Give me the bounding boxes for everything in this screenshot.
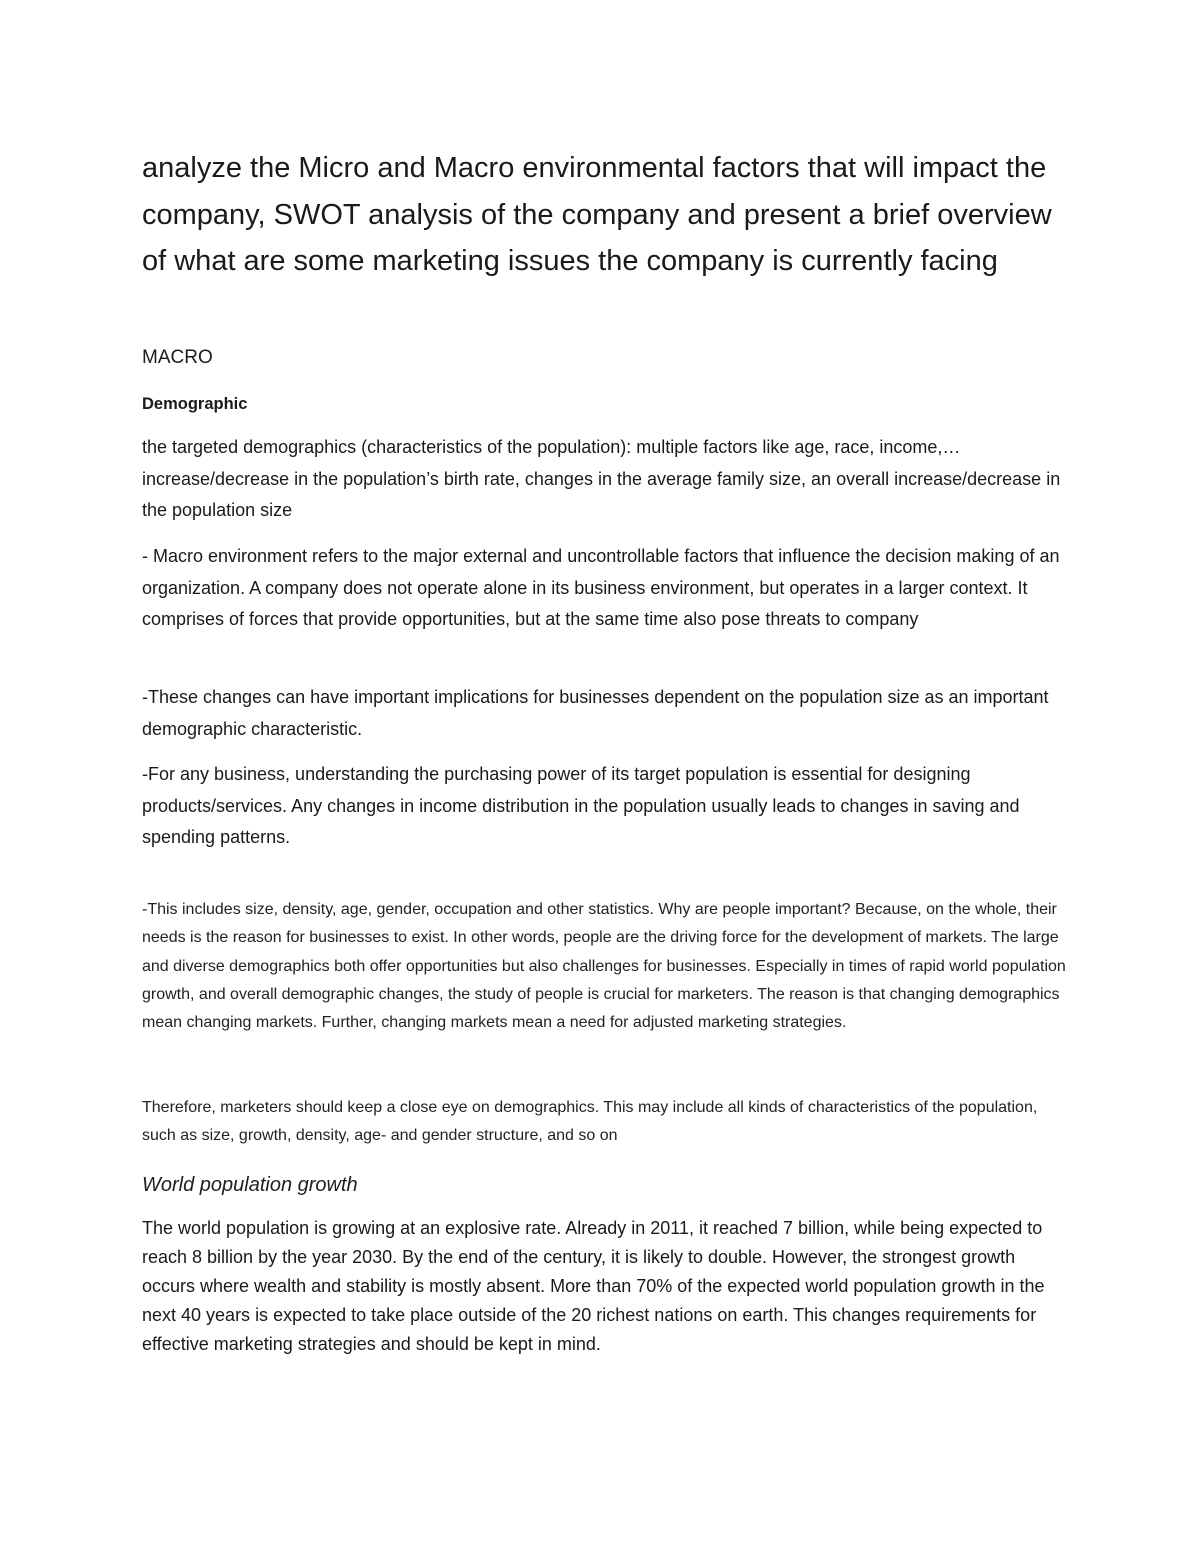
paragraph-world-population: The world population is growing at an explosive rate. Already in 2011, it reached 7 billion, while being expected to reach 8 billion by the year 2030. By the end of the century, it is likely to double. However, the strongest growth occurs where wealth and stability is mostly absent. More than 70% of the expected world population growth in the next 40 years is expected to take place outside of the 20 richest nations on earth. This changes requirements for effective marketing strategies and should be kept in mind.	[142, 1218, 1045, 1354]
document-title: analyze the Micro and Macro environmental factors that will impact the company, SWOT analysis of the company and present a brief overview of what are some marketing issues the company is currently facing	[142, 152, 1052, 277]
section-heading-macro: MACRO	[142, 347, 213, 368]
paragraph-implications: -These changes can have important implications for businesses dependent on the population size as an important demographic characteristic.	[142, 687, 1049, 739]
paragraph-therefore-marketers: Therefore, marketers should keep a close eye on demographics. This may include all kinds of characteristics of the population, such as size, growth, density, age- and gender structure, and so on	[142, 1099, 1038, 1145]
paragraph-macro-environment: - Macro environment refers to the major external and uncontrollable factors that influence the decision making of an organization. A company does not operate alone in its business environment, but operates in a larger context. It comprises of forces that provide opportunities, but at the same time also pose threats to company	[142, 546, 1060, 629]
paragraph-includes-size: -This includes size, density, age, gender, occupation and other statistics. Why are people important? Because, on the whole, their needs is the reason for businesses to exist. In other words, people are the driving force for the development of markets. The large and diverse demographics both offer opportunities but also challenges for businesses. Especially in times of rapid world population growth, and overall demographic changes, the study of people is crucial for marketers. The reason is that changing demographics mean changing markets. Further, changing markets mean a need for adjusted marketing strategies.	[142, 901, 1066, 1032]
subheading-world-population-growth: World population growth	[142, 1174, 358, 1196]
subsection-heading-demographic: Demographic	[142, 395, 248, 413]
paragraph-targeted-demographics: the targeted demographics (characteristics of the population): multiple factors like age, race, income,… increase/decrease in the population’s birth rate, changes in the average family size, an overall increase/decrease in the population size	[142, 437, 1061, 520]
paragraph-purchasing-power: -For any business, understanding the purchasing power of its target population is essential for designing products/services. Any changes in income distribution in the population usually leads to changes in saving and spending patterns.	[142, 764, 1020, 847]
